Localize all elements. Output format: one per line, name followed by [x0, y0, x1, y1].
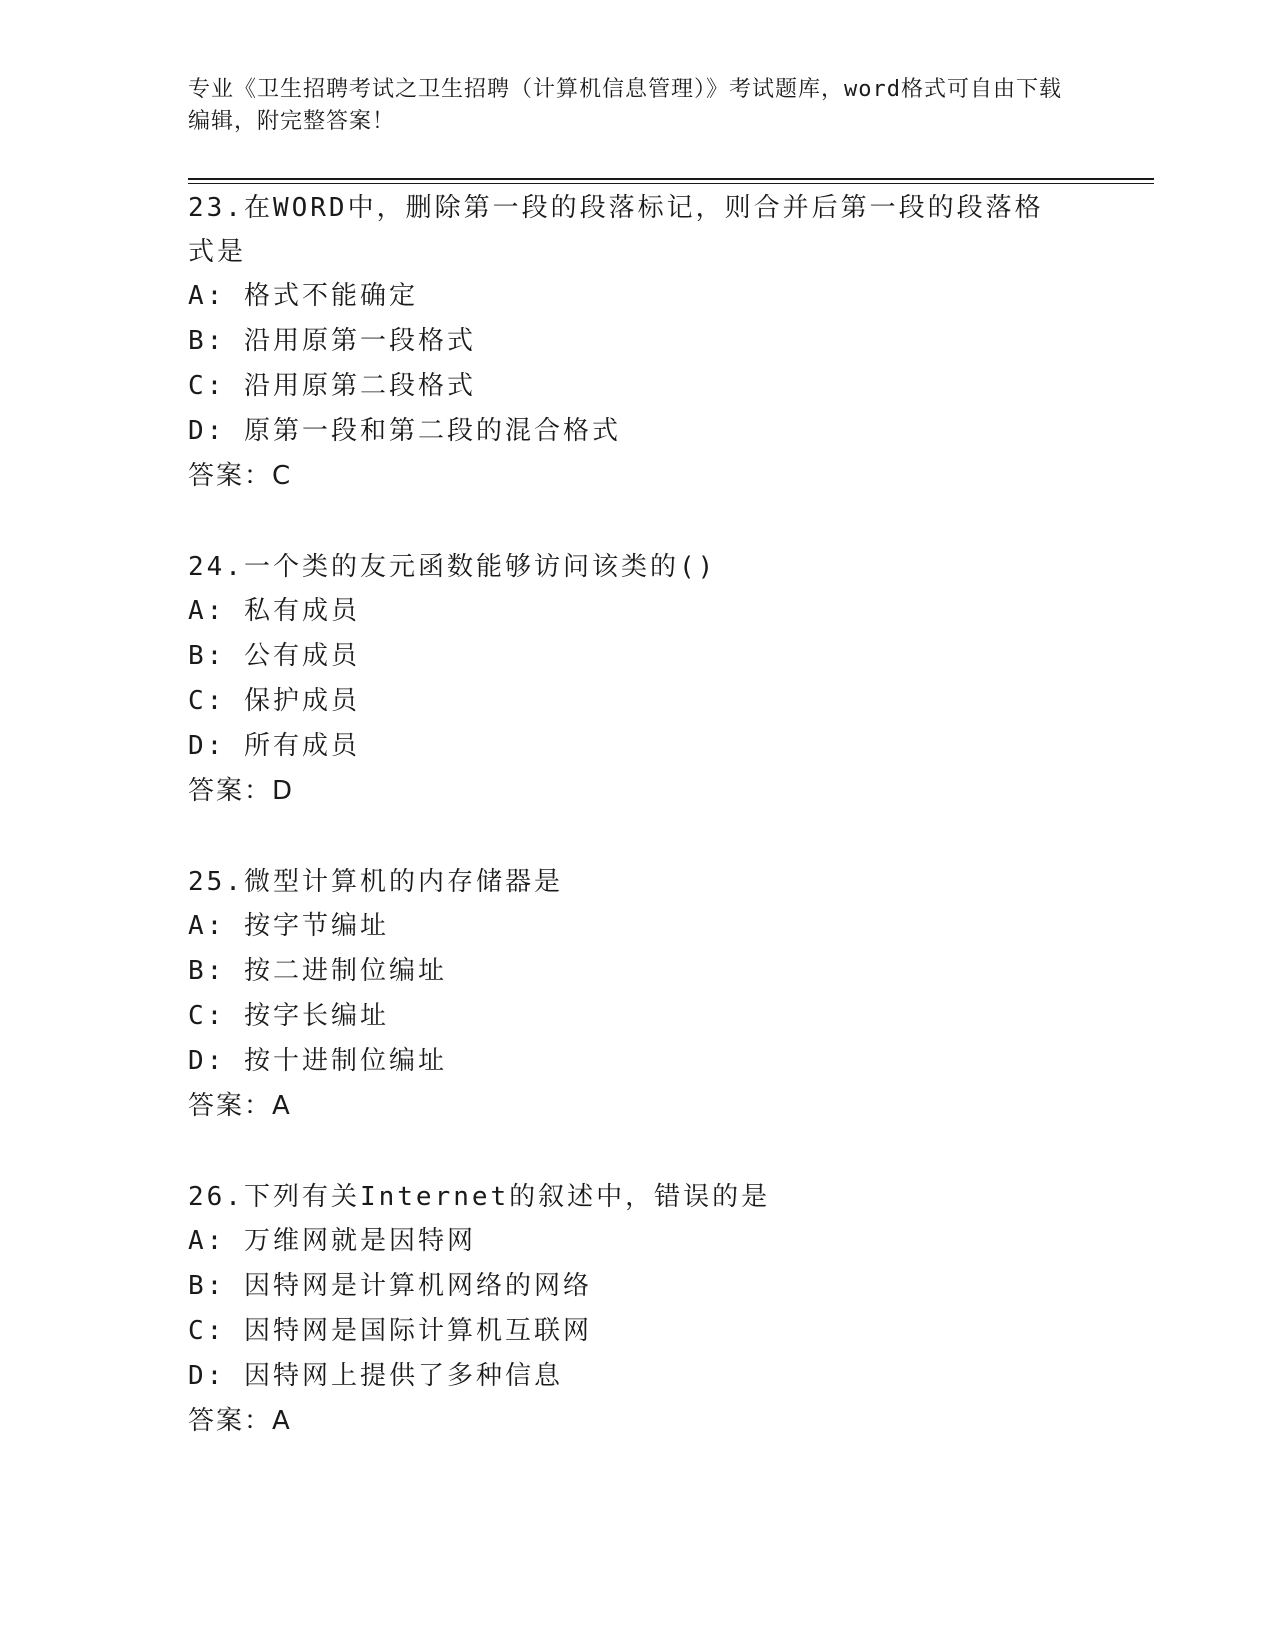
option-d: D: 原第一段和第二段的混合格式: [188, 416, 621, 446]
question-stem: 23.在WORD中，删除第一段的段落标记，则合并后第一段的段落格式是: [188, 193, 1044, 267]
question-stem: 25.微型计算机的内存储器是: [188, 867, 563, 897]
answer: 答案：A: [188, 1091, 292, 1121]
answer: 答案：C: [188, 461, 293, 491]
question-stem: 26.下列有关Internet的叙述中，错误的是: [188, 1182, 771, 1212]
option-c: C: 因特网是国际计算机互联网: [188, 1316, 592, 1346]
answer: 答案：A: [188, 1406, 292, 1436]
header-divider: [188, 178, 1154, 184]
option-d: D: 按十进制位编址: [188, 1046, 447, 1076]
option-a: A: 万维网就是因特网: [188, 1226, 476, 1256]
option-c: C: 沿用原第二段格式: [188, 371, 476, 401]
option-c: C: 保护成员: [188, 686, 360, 716]
question-25: [188, 860, 1088, 1129]
option-b: B: 沿用原第一段格式: [188, 326, 476, 356]
option-c: C: 按字长编址: [188, 1001, 389, 1031]
option-a: A: 私有成员: [188, 596, 360, 626]
option-d: D: 所有成员: [188, 731, 360, 761]
answer: 答案：D: [188, 776, 295, 806]
question-stem: 24.一个类的友元函数能够访问该类的(): [188, 552, 717, 582]
question-26: [188, 1175, 1088, 1444]
question-23: [188, 186, 1088, 499]
option-a: A: 按字节编址: [188, 911, 389, 941]
option-d: D: 因特网上提供了多种信息: [188, 1361, 563, 1391]
option-b: B: 公有成员: [188, 641, 360, 671]
option-a: A: 格式不能确定: [188, 281, 418, 311]
document-header: 专业《卫生招聘考试之卫生招聘（计算机信息管理）》考试题库，word格式可自由下载编辑，附完整答案！: [188, 77, 1062, 134]
question-24: [188, 545, 1088, 814]
question-list: [188, 186, 1088, 1490]
option-b: B: 因特网是计算机网络的网络: [188, 1271, 592, 1301]
option-b: B: 按二进制位编址: [188, 956, 447, 986]
